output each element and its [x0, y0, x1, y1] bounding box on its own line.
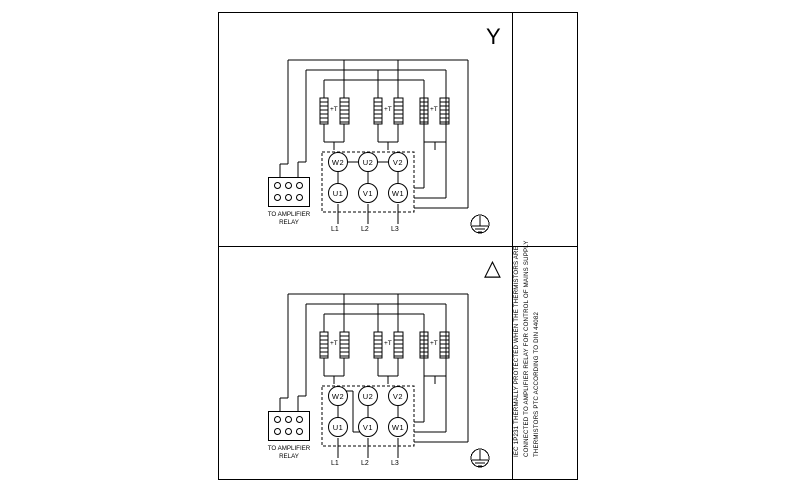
supply-label-l3: L3: [391, 460, 399, 467]
terminal-v2: V2: [388, 386, 408, 406]
amplifier-terminal-dot: [274, 428, 281, 435]
terminal-u1: U1: [328, 417, 348, 437]
thermistor-label: +T: [430, 340, 438, 347]
terminal-v2: V2: [388, 152, 408, 172]
delta-connection-panel: [218, 246, 512, 480]
amplifier-terminal-dot: [274, 194, 281, 201]
amplifier-terminal-dot: [296, 428, 303, 435]
amplifier-caption-line-1: TO AMPLIFIER: [267, 445, 311, 452]
thermistor-label: +T: [384, 340, 392, 347]
terminal-w1: W1: [388, 417, 408, 437]
amplifier-terminal-dot: [285, 194, 292, 201]
terminal-u1: U1: [328, 183, 348, 203]
terminal-u2: U2: [358, 152, 378, 172]
amplifier-caption-line-2: RELAY: [279, 453, 299, 460]
supply-label-l1: L1: [331, 460, 339, 467]
supply-label-l3: L3: [391, 226, 399, 233]
terminal-w2: W2: [328, 386, 348, 406]
terminal-v1: V1: [358, 183, 378, 203]
amplifier-terminal-dot: [296, 182, 303, 189]
amplifier-terminal-dot: [274, 416, 281, 423]
terminal-u2: U2: [358, 386, 378, 406]
amplifier-terminal-dot: [296, 416, 303, 423]
thermistor-label: +T: [330, 106, 338, 113]
amplifier-terminal-dot: [274, 182, 281, 189]
thermistor-label: +T: [430, 106, 438, 113]
note-line-1: IEC 1P231 THERMALLY PROTECTED WHEN THE THERMISTORS ARE: [513, 246, 520, 457]
supply-label-l2: L2: [361, 460, 369, 467]
terminal-w2: W2: [328, 152, 348, 172]
note-line-2: CONNECTED TO AMPLIFIER RELAY FOR CONTROL OF MAINS SUPPLY: [523, 240, 530, 457]
amplifier-terminal-dot: [285, 416, 292, 423]
amplifier-caption-line-1: TO AMPLIFIER: [267, 211, 311, 218]
terminal-v1: V1: [358, 417, 378, 437]
thermistor-label: +T: [330, 340, 338, 347]
thermistor-label: +T: [384, 106, 392, 113]
delta-connection-symbol: △: [484, 255, 501, 280]
star-connection-panel: [218, 12, 512, 246]
supply-label-l1: L1: [331, 226, 339, 233]
notes-column-divider: [512, 12, 513, 480]
amplifier-terminal-dot: [285, 182, 292, 189]
amplifier-terminal-dot: [285, 428, 292, 435]
supply-label-l2: L2: [361, 226, 369, 233]
star-connection-symbol: Y: [486, 24, 501, 49]
terminal-w1: W1: [388, 183, 408, 203]
amplifier-caption-line-2: RELAY: [279, 219, 299, 226]
amplifier-terminal-dot: [296, 194, 303, 201]
note-line-3: THERMISTORS PTC ACCORDING TO DIN 44082: [533, 311, 540, 457]
